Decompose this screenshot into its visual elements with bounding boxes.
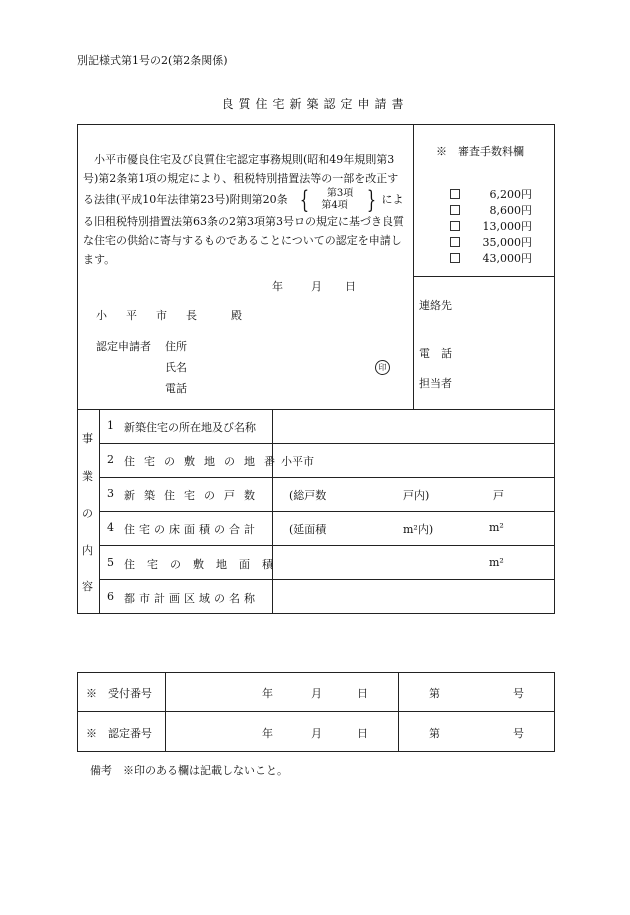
row-label: 住宅の敷地面積 — [124, 558, 285, 571]
right-brace: } — [367, 186, 377, 214]
divider — [413, 124, 414, 409]
row-label: 住宅の敷地の地番 — [124, 455, 284, 468]
date-year: 年 — [272, 280, 283, 293]
certification-month: 月 — [311, 727, 322, 740]
row-number: 4 — [107, 521, 114, 534]
page-title: 良質住宅新築認定申請書 — [221, 97, 409, 111]
name-label: 氏名 — [165, 361, 187, 374]
divider — [165, 672, 166, 752]
contact-person-label: 担当者 — [419, 377, 452, 390]
certification-no-prefix: 第 — [429, 727, 440, 740]
row-number: 2 — [107, 453, 114, 466]
row-sub-label: m²内) — [403, 523, 434, 536]
certification-number-label: ※ 認定番号 — [86, 727, 152, 740]
contact-label: 連絡先 — [419, 299, 452, 312]
row-unit: 戸 — [493, 489, 504, 502]
divider — [398, 672, 399, 752]
contact-phone-label: 電 話 — [419, 347, 452, 360]
date-month: 月 — [311, 280, 322, 293]
divider — [77, 409, 555, 410]
row-sub-label: 戸内) — [403, 489, 430, 502]
phone-label: 電話 — [165, 382, 187, 395]
row-label: 都市計画区域の名称 — [124, 592, 259, 605]
row-unit: m² — [489, 556, 504, 569]
row-label: 住宅の床面積の合計 — [124, 523, 259, 536]
receipt-year: 年 — [262, 687, 273, 700]
row-sub-label: (総戸数 — [289, 489, 327, 502]
checkbox-icon[interactable] — [450, 205, 460, 215]
fee-option[interactable]: 35,000円 — [450, 234, 532, 250]
row-unit: m² — [489, 521, 504, 534]
application-statement — [83, 150, 408, 269]
fee-header: ※ 審査手数料欄 — [436, 145, 524, 158]
receipt-no-prefix: 第 — [429, 687, 440, 700]
brace-option-3: 第3項 — [326, 188, 354, 199]
fee-option[interactable]: 13,000円 — [450, 218, 532, 234]
receipt-no-suffix: 号 — [513, 687, 524, 700]
receipt-number-label: ※ 受付番号 — [86, 687, 152, 700]
fee-option[interactable]: 43,000円 — [450, 250, 532, 266]
divider — [99, 443, 555, 444]
divider — [99, 511, 555, 512]
receipt-month: 月 — [311, 687, 322, 700]
certification-year: 年 — [262, 727, 273, 740]
row-label: 新築住宅の戸数 — [124, 489, 264, 502]
business-side-label-1: 事 — [82, 432, 93, 445]
applicant-label: 認定申請者 — [96, 340, 151, 353]
addressee: 小 平 市 長 殿 — [96, 309, 246, 322]
fee-option[interactable]: 6,200円 — [450, 186, 532, 202]
checkbox-icon[interactable] — [450, 253, 460, 263]
certification-no-suffix: 号 — [513, 727, 524, 740]
divider — [77, 711, 555, 712]
row-number: 3 — [107, 487, 114, 500]
seal-mark: 印 — [375, 360, 390, 375]
business-side-label-4: 内 — [82, 544, 93, 557]
business-side-label-3: の — [82, 507, 93, 520]
fee-option[interactable]: 8,600円 — [450, 202, 532, 218]
brace-option-4: 第4項 — [321, 200, 348, 211]
business-side-label-5: 容 — [82, 580, 93, 593]
receipt-day: 日 — [357, 687, 368, 700]
checkbox-icon[interactable] — [450, 189, 460, 199]
row-value[interactable]: 小平市 — [281, 455, 314, 468]
left-brace: { — [299, 186, 309, 214]
divider — [413, 276, 555, 277]
row-number: 5 — [107, 556, 114, 569]
business-side-label-2: 業 — [82, 470, 93, 483]
address-label: 住所 — [165, 340, 187, 353]
checkbox-icon[interactable] — [450, 221, 460, 231]
form-id: 別記様式第1号の2(第2条関係) — [77, 54, 228, 67]
statement-text-2: による旧租税特別措置法第63条の2第3項第3号ロの規定に基づき良質な住宅の供給に寄与するものであることについての認定を申請します。 — [83, 193, 404, 266]
row-label: 新築住宅の所在地及び名称 — [124, 421, 256, 434]
brace-options — [316, 188, 353, 212]
row-number: 1 — [107, 419, 114, 432]
statement-text-1: 小平市優良住宅及び良質住宅認定事務規則(昭和49年規則第3号)第2条第1項の規定により、租税特別措置法等の一部を改正する法律(平成10年法律第23号)附則第20条 — [83, 153, 399, 206]
row-number: 6 — [107, 590, 114, 603]
divider — [99, 545, 555, 546]
certification-day: 日 — [357, 727, 368, 740]
divider — [99, 579, 555, 580]
divider — [99, 477, 555, 478]
row-sub-label: (延面積 — [289, 523, 327, 536]
footnote: 備考 ※印のある欄は記載しないこと。 — [90, 764, 288, 777]
checkbox-icon[interactable] — [450, 237, 460, 247]
date-day: 日 — [345, 280, 356, 293]
